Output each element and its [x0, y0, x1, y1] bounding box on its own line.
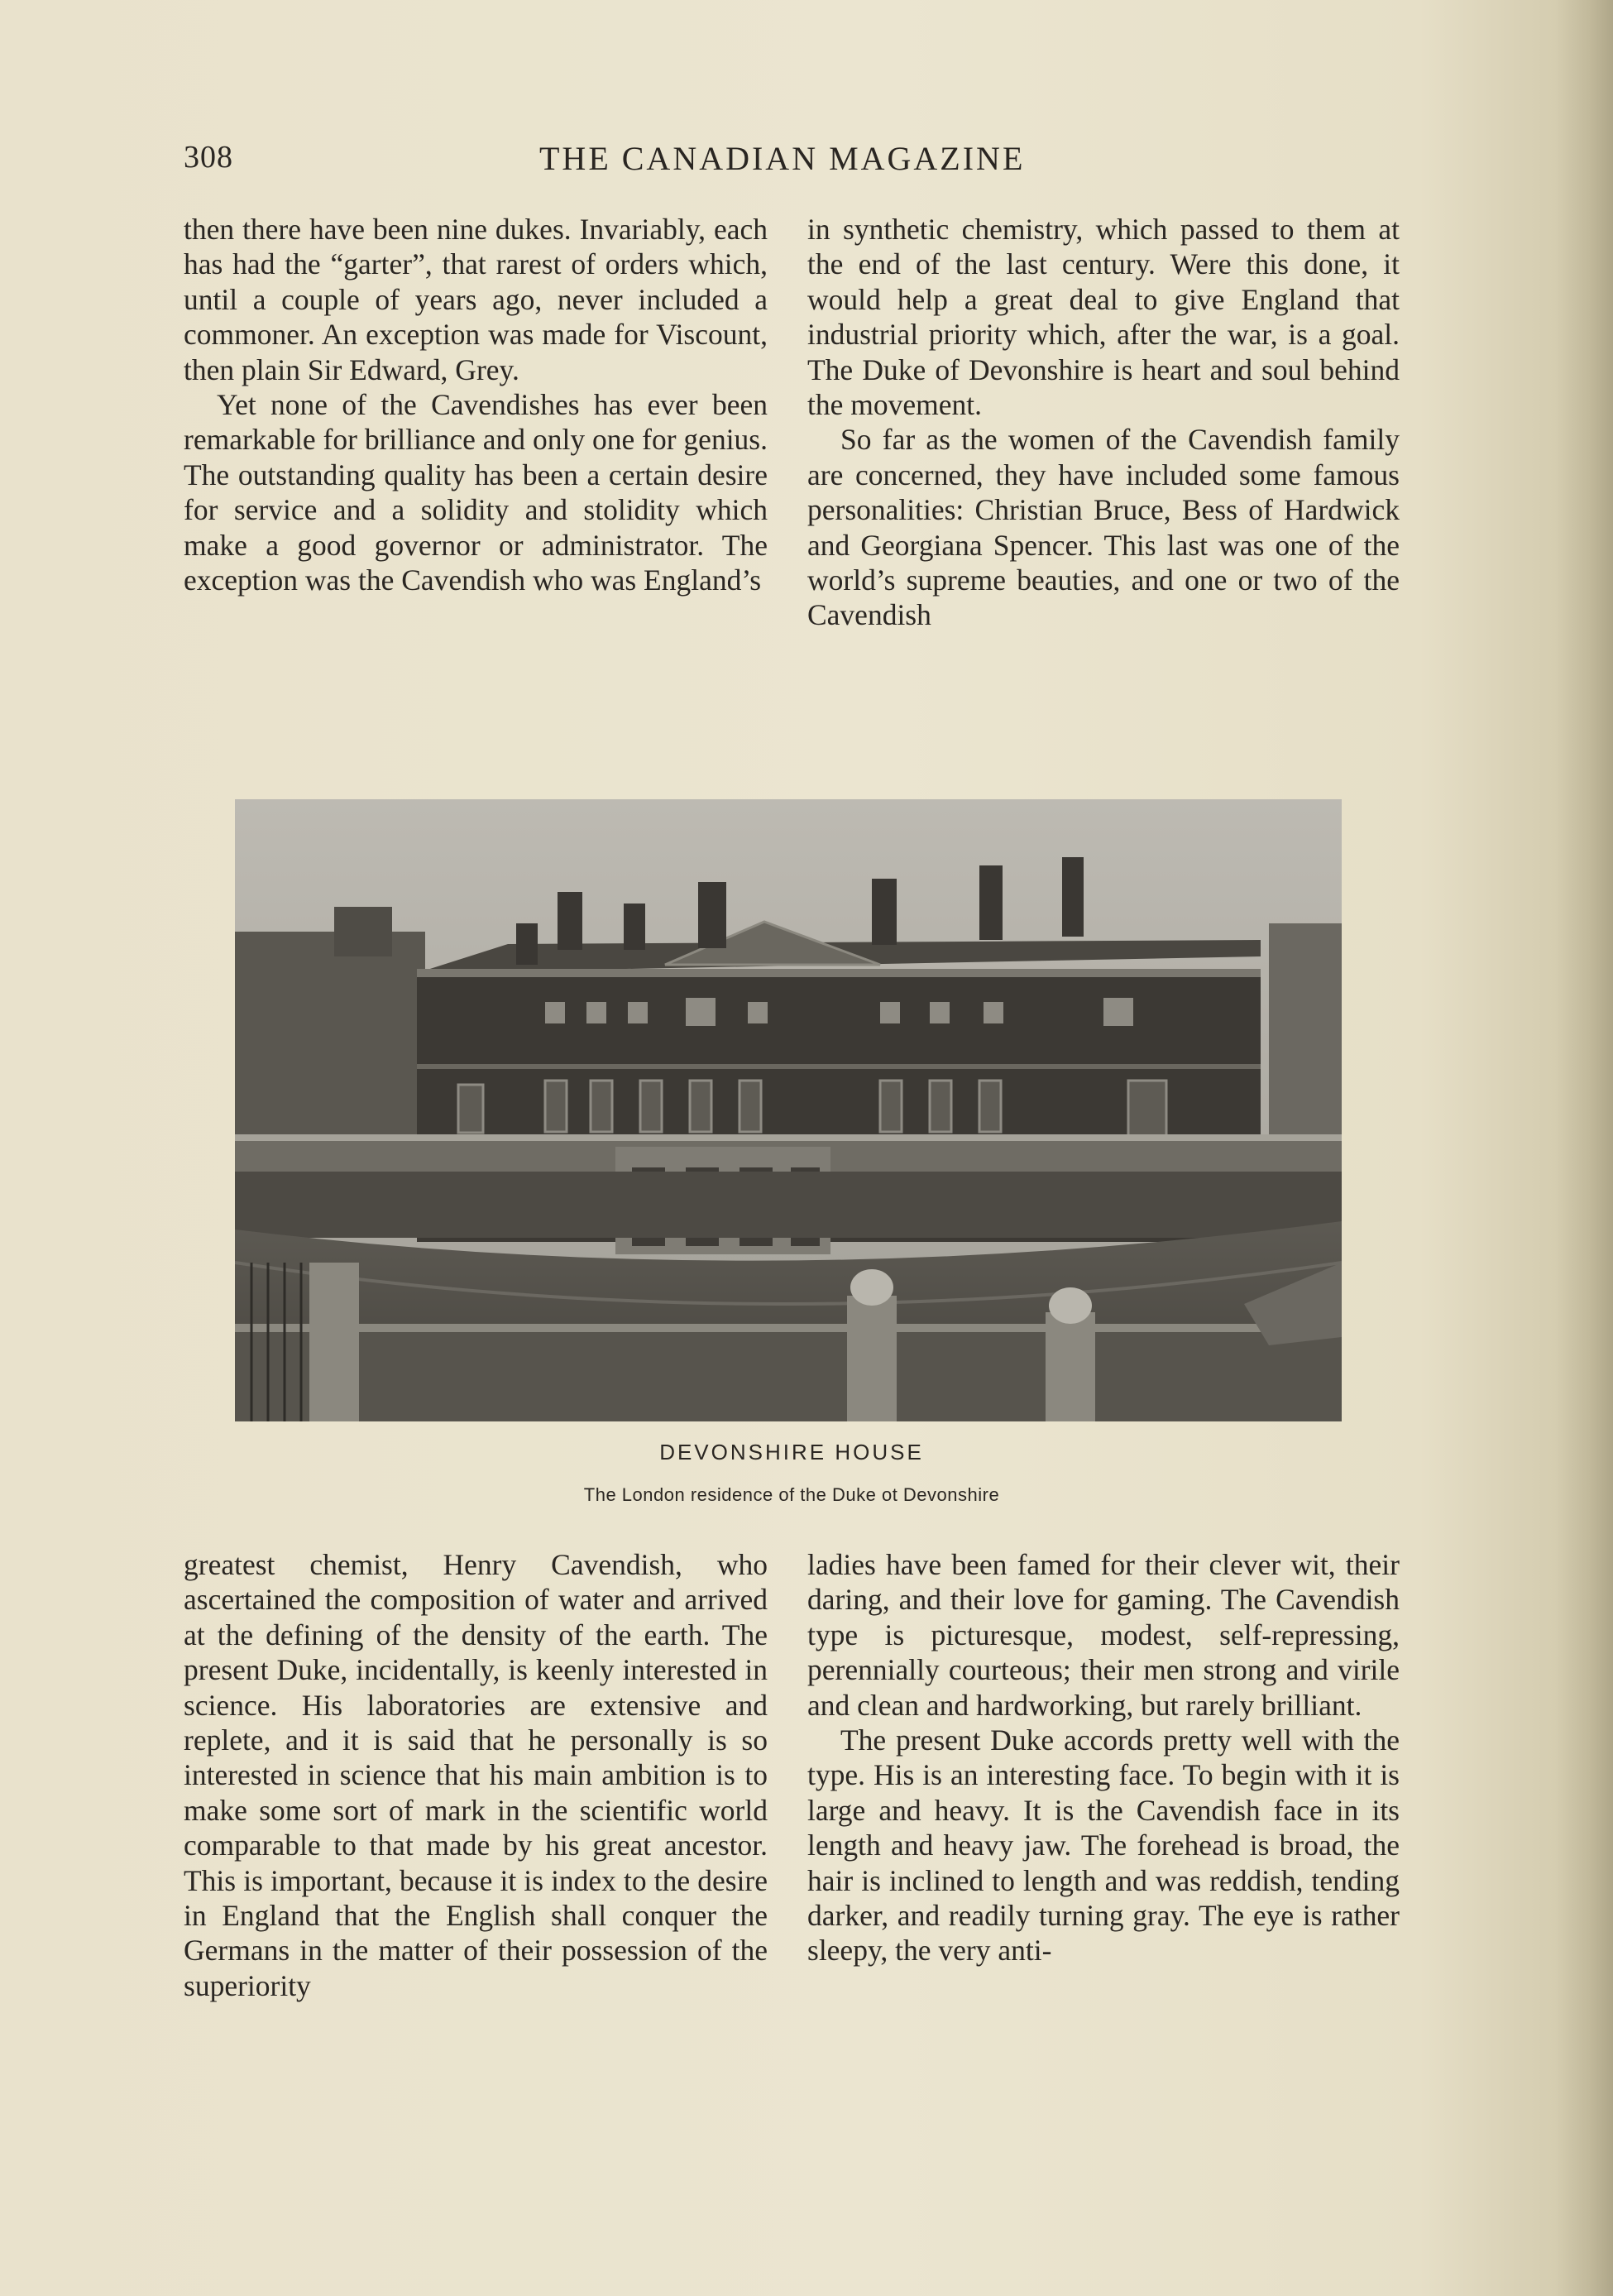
article-column-top-right	[807, 212, 1400, 633]
article-column-bottom-left	[184, 1547, 768, 2003]
devonshire-house-photo	[235, 799, 1342, 1421]
page-number: 308	[184, 140, 233, 175]
paragraph: Yet none of the Cavendishes has ever been remarkable for brilliance and only one for genius. The outstanding quality has been a certain desire for service and a solidity and stolidity which make a good governor or administrator. The exception was the Cavendish who was England’s	[184, 388, 768, 597]
paragraph: The present Duke accords pretty well with the type. His is an interesting face. To begin with it is large and heavy. It is the Cavendish face in its length and heavy jaw. The forehead is broad, the hair is inclined to length and was reddish, tending darker, and readily turning gray. The eye is rather sleepy, the very anti-	[807, 1723, 1400, 1968]
figure-caption-title: DEVONSHIRE HOUSE	[659, 1440, 924, 1464]
paragraph: in synthetic chemistry, which passed to them at the end of the last century. Were this done, it would help a great deal to give England that industrial priority which, after the war, is a goal. The Duke of Devonshire is heart and soul behind the movement.	[807, 213, 1400, 422]
paragraph: So far as the women of the Cavendish family are concerned, they have included some famous personalities: Christian Bruce, Bess of Hardwick and Georgiana Spencer. This last was one of the world’s supreme beauties, and one or two of the Cavendish	[807, 423, 1400, 632]
paragraph: greatest chemist, Henry Cavendish, who ascertained the composition of water and arrived at the defining of the density of the earth. The present Duke, incidentally, is keenly interested in science. His laboratories are extensive and replete, and it is said that he personally is so interested in science that his main ambition is to make some sort of mark in the scientific world comparable to that made by his great ancestor. This is important, because it is index to the desire in England that the English shall conquer the Germans in the matter of their possession of the superiority	[184, 1548, 768, 2002]
paragraph: then there have been nine dukes. Invariably, each has had the “garter”, that rarest of orders which, until a couple of years ago, never included a commoner. An exception was made for Viscount, then plain Sir Edward, Grey.	[184, 213, 768, 386]
article-column-bottom-right	[807, 1547, 1400, 1968]
paragraph: ladies have been famed for their clever wit, their daring, and their love for gaming. The Cavendish type is picturesque, modest, self-repressing, perennially courteous; their men strong and virile and clean and hardworking, but rarely brilliant.	[807, 1548, 1400, 1722]
article-column-top-left	[184, 212, 768, 597]
running-head	[184, 139, 1400, 189]
figure-caption-subtitle: The London residence of the Duke ot Devonshire	[583, 1484, 1000, 1505]
magazine-title: THE CANADIAN MAGAZINE	[539, 140, 1026, 177]
page-spine-shadow	[1555, 0, 1613, 2296]
